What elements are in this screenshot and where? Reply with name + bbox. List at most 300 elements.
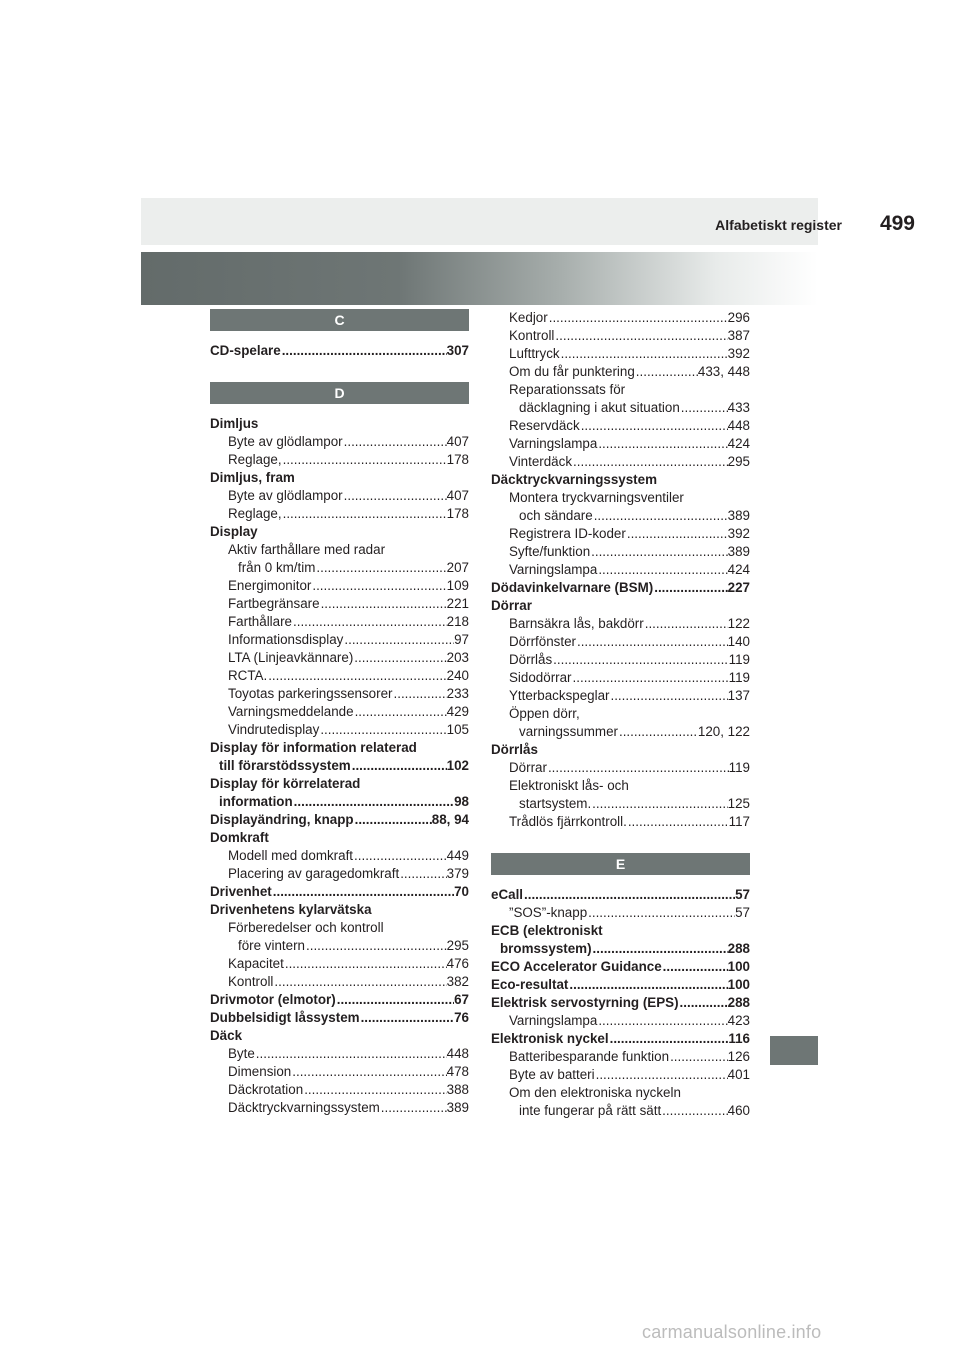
entry-text: Reglage, xyxy=(228,452,282,467)
index-entry xyxy=(210,901,469,919)
index-subentry xyxy=(210,847,469,865)
entry-text: Dubbelsidigt låssystem xyxy=(210,1010,360,1025)
dot-leader xyxy=(590,543,728,561)
index-subentry xyxy=(210,613,469,631)
entry-text: Byte av batteri xyxy=(509,1067,595,1082)
dot-leader xyxy=(597,435,727,453)
index-subentry xyxy=(491,705,750,723)
dot-leader xyxy=(580,417,728,435)
index-entry xyxy=(491,741,750,759)
dot-leader xyxy=(572,453,728,471)
entry-text: Montera tryckvarningsventiler xyxy=(509,490,684,505)
index-subentry xyxy=(210,937,469,955)
page-reference: 424 xyxy=(727,436,750,451)
page-reference: 88, 94 xyxy=(431,812,469,827)
index-subentry xyxy=(210,919,469,937)
page-reference: 476 xyxy=(446,956,469,971)
page-reference: 126 xyxy=(727,1049,750,1064)
page-reference: 119 xyxy=(728,670,750,685)
page-reference: 424 xyxy=(727,562,750,577)
dot-leader xyxy=(523,886,735,904)
page-reference: 203 xyxy=(446,650,469,665)
index-subentry xyxy=(210,685,469,703)
page-reference: 122 xyxy=(727,616,750,631)
entry-text: Toyotas parkeringssensorer xyxy=(228,686,393,701)
entry-text: däcklagning i akut situation xyxy=(519,400,680,415)
entry-text: Varningslampa xyxy=(509,436,598,451)
dot-leader xyxy=(343,631,454,649)
page-reference: 117 xyxy=(728,814,750,829)
page-reference: 119 xyxy=(728,760,750,775)
index-entry xyxy=(210,793,469,811)
page-reference: 392 xyxy=(727,526,750,541)
index-subentry xyxy=(491,453,750,471)
entry-text: startsystem. xyxy=(519,796,592,811)
dot-leader xyxy=(393,685,447,703)
dot-leader xyxy=(593,507,728,525)
index-entry xyxy=(491,922,750,940)
page-reference: 120, 122 xyxy=(697,724,750,739)
entry-text: Dödavinkelvarnare (BSM) xyxy=(491,580,654,595)
dot-leader xyxy=(336,991,454,1009)
dot-leader xyxy=(592,940,728,958)
dot-leader xyxy=(353,847,447,865)
index-subentry xyxy=(491,687,750,705)
entry-text: varningssummer xyxy=(519,724,618,739)
entry-text: Reglage, xyxy=(228,506,282,521)
page-reference: 116 xyxy=(728,1031,750,1046)
index-subentry xyxy=(491,363,750,381)
entry-text: Kontroll xyxy=(509,328,555,343)
entry-text: Dimension xyxy=(228,1064,292,1079)
entry-text: Om du får punktering xyxy=(509,364,635,379)
page-reference: 137 xyxy=(727,688,750,703)
page-number: 499 xyxy=(879,212,915,235)
index-subentry xyxy=(491,435,750,453)
thumb-index-tab xyxy=(770,1036,818,1065)
entry-text: Varningslampa xyxy=(509,1013,598,1028)
dot-leader xyxy=(291,1063,446,1081)
page-reference: 295 xyxy=(446,938,469,953)
entry-text: Drivmotor (elmotor) xyxy=(210,992,336,1007)
index-subentry xyxy=(491,327,750,345)
index-subentry xyxy=(491,309,750,327)
page-reference: 227 xyxy=(727,580,750,595)
entry-text: information xyxy=(219,794,293,809)
dot-leader xyxy=(597,1012,727,1030)
index-subentry xyxy=(210,451,469,469)
entry-text: före vintern xyxy=(238,938,305,953)
page-reference: 407 xyxy=(446,434,469,449)
index-entry xyxy=(491,994,750,1012)
entry-text: Däcktryckvarningssystem xyxy=(491,472,657,487)
entry-text: Sidodörrar xyxy=(509,670,572,685)
dot-leader xyxy=(609,687,727,705)
entry-text: Kapacitet xyxy=(228,956,284,971)
dot-leader xyxy=(272,883,454,901)
dot-leader xyxy=(320,595,447,613)
page-reference: 401 xyxy=(727,1067,750,1082)
entry-text: inte fungerar på rätt sätt xyxy=(519,1103,662,1118)
page-reference: 57 xyxy=(735,905,750,920)
page-reference: 140 xyxy=(727,634,750,649)
dot-leader xyxy=(293,793,454,811)
index-subentry xyxy=(491,904,750,922)
entry-text: Däck xyxy=(210,1028,243,1043)
entry-text: Dörrar xyxy=(491,598,532,613)
index-column-left xyxy=(210,309,469,1117)
index-column-right xyxy=(491,309,750,1120)
entry-text: Dimljus, fram xyxy=(210,470,295,485)
index-entry xyxy=(491,976,750,994)
dot-leader xyxy=(568,976,727,994)
index-entry xyxy=(210,991,469,1009)
entry-text: Dörrlås xyxy=(509,652,553,667)
dot-leader xyxy=(554,327,727,345)
entry-text: bromssystem) xyxy=(500,941,592,956)
entry-text: Barnsäkra lås, bakdörr xyxy=(509,616,644,631)
dot-leader xyxy=(315,559,446,577)
index-subentry xyxy=(491,669,750,687)
dot-leader xyxy=(354,811,432,829)
page-reference: 433, 448 xyxy=(697,364,750,379)
section-letter-e: E xyxy=(491,853,750,875)
index-subentry xyxy=(210,487,469,505)
page-reference: 387 xyxy=(727,328,750,343)
page-reference: 57 xyxy=(735,887,750,902)
page-reference: 407 xyxy=(446,488,469,503)
index-subentry xyxy=(491,633,750,651)
entry-text: LTA (Linjeavkännare) xyxy=(228,650,354,665)
dot-leader xyxy=(353,649,446,667)
entry-text: till förarstödssystem xyxy=(219,758,351,773)
entry-text: Lufttryck xyxy=(509,346,560,361)
page-reference: 392 xyxy=(727,346,750,361)
entry-text: Dörrlås xyxy=(491,742,538,757)
entry-text: Registrera ID-koder xyxy=(509,526,626,541)
entry-text: Syfte/funktion xyxy=(509,544,591,559)
dot-leader xyxy=(635,363,698,381)
dot-leader xyxy=(552,651,728,669)
dot-leader xyxy=(303,1081,446,1099)
page-reference: 218 xyxy=(446,614,469,629)
page-reference: 389 xyxy=(446,1100,469,1115)
page-reference: 423 xyxy=(727,1013,750,1028)
entry-text: Däcktryckvarningssystem xyxy=(228,1100,380,1115)
entry-text: Farthållare xyxy=(228,614,293,629)
entry-text: Vinterdäck xyxy=(509,454,573,469)
entry-text: Elektroniskt lås- och xyxy=(509,778,629,793)
entry-text: Varningslampa xyxy=(509,562,598,577)
dot-leader xyxy=(282,505,447,523)
page-reference: 296 xyxy=(727,310,750,325)
entry-text: från 0 km/tim xyxy=(238,560,316,575)
entry-text: Reservdäck xyxy=(509,418,580,433)
index-subentry xyxy=(491,489,750,507)
dot-leader xyxy=(679,994,728,1012)
index-subentry xyxy=(210,559,469,577)
page-reference: 76 xyxy=(454,1010,469,1025)
page-reference: 307 xyxy=(446,343,469,358)
page-reference: 389 xyxy=(727,508,750,523)
index-subentry xyxy=(210,1081,469,1099)
page-reference: 389 xyxy=(727,544,750,559)
index-subentry xyxy=(491,507,750,525)
index-entry xyxy=(210,811,469,829)
index-entry xyxy=(210,829,469,847)
entry-text: Kontroll xyxy=(228,974,274,989)
dot-leader xyxy=(284,955,447,973)
dot-leader xyxy=(662,958,728,976)
index-entry xyxy=(210,523,469,541)
index-entry xyxy=(210,739,469,757)
entry-text: ECO Accelerator Guidance xyxy=(491,959,662,974)
index-subentry xyxy=(491,1012,750,1030)
entry-text: Varningsmeddelande xyxy=(228,704,354,719)
dot-leader xyxy=(587,904,735,922)
entry-text: Informationsdisplay xyxy=(228,632,344,647)
index-entry xyxy=(210,1027,469,1045)
entry-text: Energimonitor xyxy=(228,578,312,593)
entry-text: Drivenhetens kylarvätska xyxy=(210,902,372,917)
index-entry xyxy=(491,471,750,489)
entry-text: Elektrisk servostyrning (EPS) xyxy=(491,995,679,1010)
section-title: Alfabetiskt register xyxy=(715,217,842,233)
entry-text: Modell med domkraft xyxy=(228,848,354,863)
index-subentry xyxy=(210,595,469,613)
dot-leader xyxy=(399,865,446,883)
dot-leader xyxy=(591,795,727,813)
dot-leader xyxy=(380,1099,447,1117)
page-reference: 233 xyxy=(446,686,469,701)
entry-text: Kedjor xyxy=(509,310,548,325)
dot-leader xyxy=(360,1009,455,1027)
dot-leader xyxy=(305,937,447,955)
page-reference: 98 xyxy=(454,794,469,809)
entry-text: Vindrutedisplay xyxy=(228,722,320,737)
page-reference: 288 xyxy=(727,995,750,1010)
entry-text: Display xyxy=(210,524,258,539)
index-subentry xyxy=(491,345,750,363)
dot-leader xyxy=(560,345,728,363)
index-subentry xyxy=(210,631,469,649)
page-reference: 221 xyxy=(446,596,469,611)
index-subentry xyxy=(491,777,750,795)
entry-text: Trådlös fjärrkontroll. xyxy=(509,814,627,829)
entry-text: Aktiv farthållare med radar xyxy=(228,542,386,557)
dot-leader xyxy=(255,1045,447,1063)
index-subentry xyxy=(491,417,750,435)
index-subentry xyxy=(491,525,750,543)
dot-leader xyxy=(595,1066,728,1084)
entry-text: Display för information relaterad xyxy=(210,740,417,755)
dot-leader xyxy=(572,669,729,687)
entry-text: ECB (elektroniskt xyxy=(491,923,603,938)
entry-text: Dimljus xyxy=(210,416,259,431)
index-subentry xyxy=(491,561,750,579)
index-subentry xyxy=(210,433,469,451)
watermark: carmanualsonline.info xyxy=(642,1322,822,1342)
index-entry xyxy=(210,757,469,775)
page-reference: 67 xyxy=(454,992,469,1007)
dot-leader xyxy=(343,433,447,451)
index-subentry xyxy=(210,667,469,685)
entry-text: Fartbegränsare xyxy=(228,596,320,611)
dot-leader xyxy=(653,579,727,597)
page-reference: 429 xyxy=(446,704,469,719)
index-subentry xyxy=(210,721,469,739)
page-reference: 295 xyxy=(727,454,750,469)
index-entry xyxy=(210,415,469,433)
index-subentry xyxy=(491,1084,750,1102)
dot-leader xyxy=(597,561,727,579)
index-subentry xyxy=(491,1048,750,1066)
index-subentry xyxy=(210,577,469,595)
index-subentry xyxy=(210,973,469,991)
index-subentry xyxy=(210,1099,469,1117)
index-subentry xyxy=(491,381,750,399)
page-reference: 379 xyxy=(446,866,469,881)
page-reference: 109 xyxy=(446,578,469,593)
index-entry xyxy=(491,1030,750,1048)
index-subentry xyxy=(491,615,750,633)
entry-text: ”SOS”-knapp xyxy=(509,905,588,920)
dot-leader xyxy=(626,525,728,543)
index-subentry xyxy=(210,1063,469,1081)
page-reference: 70 xyxy=(454,884,469,899)
page-reference: 97 xyxy=(454,632,469,647)
entry-text: Domkraft xyxy=(210,830,269,845)
page-reference: 388 xyxy=(446,1082,469,1097)
entry-text: Display för körrelaterad xyxy=(210,776,361,791)
dot-leader xyxy=(354,703,447,721)
index-subentry xyxy=(491,1102,750,1120)
entry-text: Ytterbackspeglar xyxy=(509,688,610,703)
entry-text: Batteribesparande funktion xyxy=(509,1049,670,1064)
index-entry xyxy=(491,579,750,597)
page-reference: 240 xyxy=(446,668,469,683)
page-reference: 178 xyxy=(446,506,469,521)
index-subentry xyxy=(491,399,750,417)
index-subentry xyxy=(491,813,750,831)
entry-text: Dörrar xyxy=(509,760,547,775)
dot-leader xyxy=(661,1102,727,1120)
entry-text: och sändare xyxy=(519,508,593,523)
dot-leader xyxy=(618,723,698,741)
entry-text: Däckrotation xyxy=(228,1082,304,1097)
header-gradient-band xyxy=(141,252,818,305)
index-entry xyxy=(491,940,750,958)
page-reference: 207 xyxy=(446,560,469,575)
index-entry xyxy=(210,775,469,793)
dot-leader xyxy=(292,613,447,631)
entry-text: Placering av garagedomkraft xyxy=(228,866,400,881)
page-reference: 448 xyxy=(446,1046,469,1061)
entry-text: Drivenhet xyxy=(210,884,272,899)
entry-text: CD-spelare xyxy=(210,343,281,358)
index-entry xyxy=(491,597,750,615)
index-entry xyxy=(210,883,469,901)
index-subentry xyxy=(491,723,750,741)
page-reference: 100 xyxy=(727,959,750,974)
page-reference: 102 xyxy=(446,758,469,773)
dot-leader xyxy=(609,1030,729,1048)
section-letter-c: C xyxy=(210,309,469,331)
entry-text: Byte av glödlampor xyxy=(228,488,343,503)
page-reference: 125 xyxy=(727,796,750,811)
index-subentry xyxy=(210,955,469,973)
entry-text: Förberedelser och kontroll xyxy=(228,920,384,935)
index-subentry xyxy=(210,649,469,667)
page-reference: 119 xyxy=(728,652,750,667)
page-reference: 449 xyxy=(446,848,469,863)
entry-text: Reparationssats för xyxy=(509,382,626,397)
index-entry xyxy=(491,958,750,976)
dot-leader xyxy=(351,757,447,775)
dot-leader xyxy=(319,721,446,739)
index-subentry xyxy=(491,1066,750,1084)
index-subentry xyxy=(210,541,469,559)
dot-leader xyxy=(281,342,447,360)
entry-text: Elektronisk nyckel xyxy=(491,1031,609,1046)
index-subentry xyxy=(210,1045,469,1063)
dot-leader xyxy=(627,813,729,831)
index-subentry xyxy=(210,865,469,883)
dot-leader xyxy=(282,451,447,469)
index-subentry xyxy=(491,651,750,669)
dot-leader xyxy=(576,633,728,651)
page-reference: 478 xyxy=(446,1064,469,1079)
dot-leader xyxy=(267,667,446,685)
index-subentry xyxy=(491,795,750,813)
dot-leader xyxy=(547,759,729,777)
page-reference: 460 xyxy=(727,1103,750,1118)
page-reference: 288 xyxy=(727,941,750,956)
dot-leader xyxy=(680,399,728,417)
entry-text: Dörrfönster xyxy=(509,634,576,649)
index-subentry xyxy=(210,703,469,721)
entry-text: eCall xyxy=(491,887,524,902)
dot-leader xyxy=(644,615,728,633)
index-subentry xyxy=(210,505,469,523)
dot-leader xyxy=(343,487,447,505)
dot-leader xyxy=(311,577,446,595)
entry-text: Öppen dörr, xyxy=(509,706,580,721)
section-letter-d: D xyxy=(210,382,469,404)
index-entry xyxy=(210,469,469,487)
entry-text: Byte av glödlampor xyxy=(228,434,343,449)
page-reference: 382 xyxy=(446,974,469,989)
index-entry xyxy=(210,1009,469,1027)
index-subentry xyxy=(491,759,750,777)
entry-text: Eco-resultat xyxy=(491,977,569,992)
index-entry xyxy=(210,342,469,360)
index-entry xyxy=(491,886,750,904)
index-subentry xyxy=(491,543,750,561)
dot-leader xyxy=(548,309,728,327)
page-reference: 433 xyxy=(727,400,750,415)
dot-leader xyxy=(273,973,446,991)
dot-leader xyxy=(669,1048,728,1066)
page-reference: 105 xyxy=(446,722,469,737)
page-reference: 178 xyxy=(446,452,469,467)
entry-text: RCTA. xyxy=(228,668,268,683)
page-reference: 100 xyxy=(727,977,750,992)
page-reference: 448 xyxy=(727,418,750,433)
entry-text: Byte xyxy=(228,1046,255,1061)
entry-text: Om den elektroniska nyckeln xyxy=(509,1085,681,1100)
entry-text: Displayändring, knapp xyxy=(210,812,354,827)
